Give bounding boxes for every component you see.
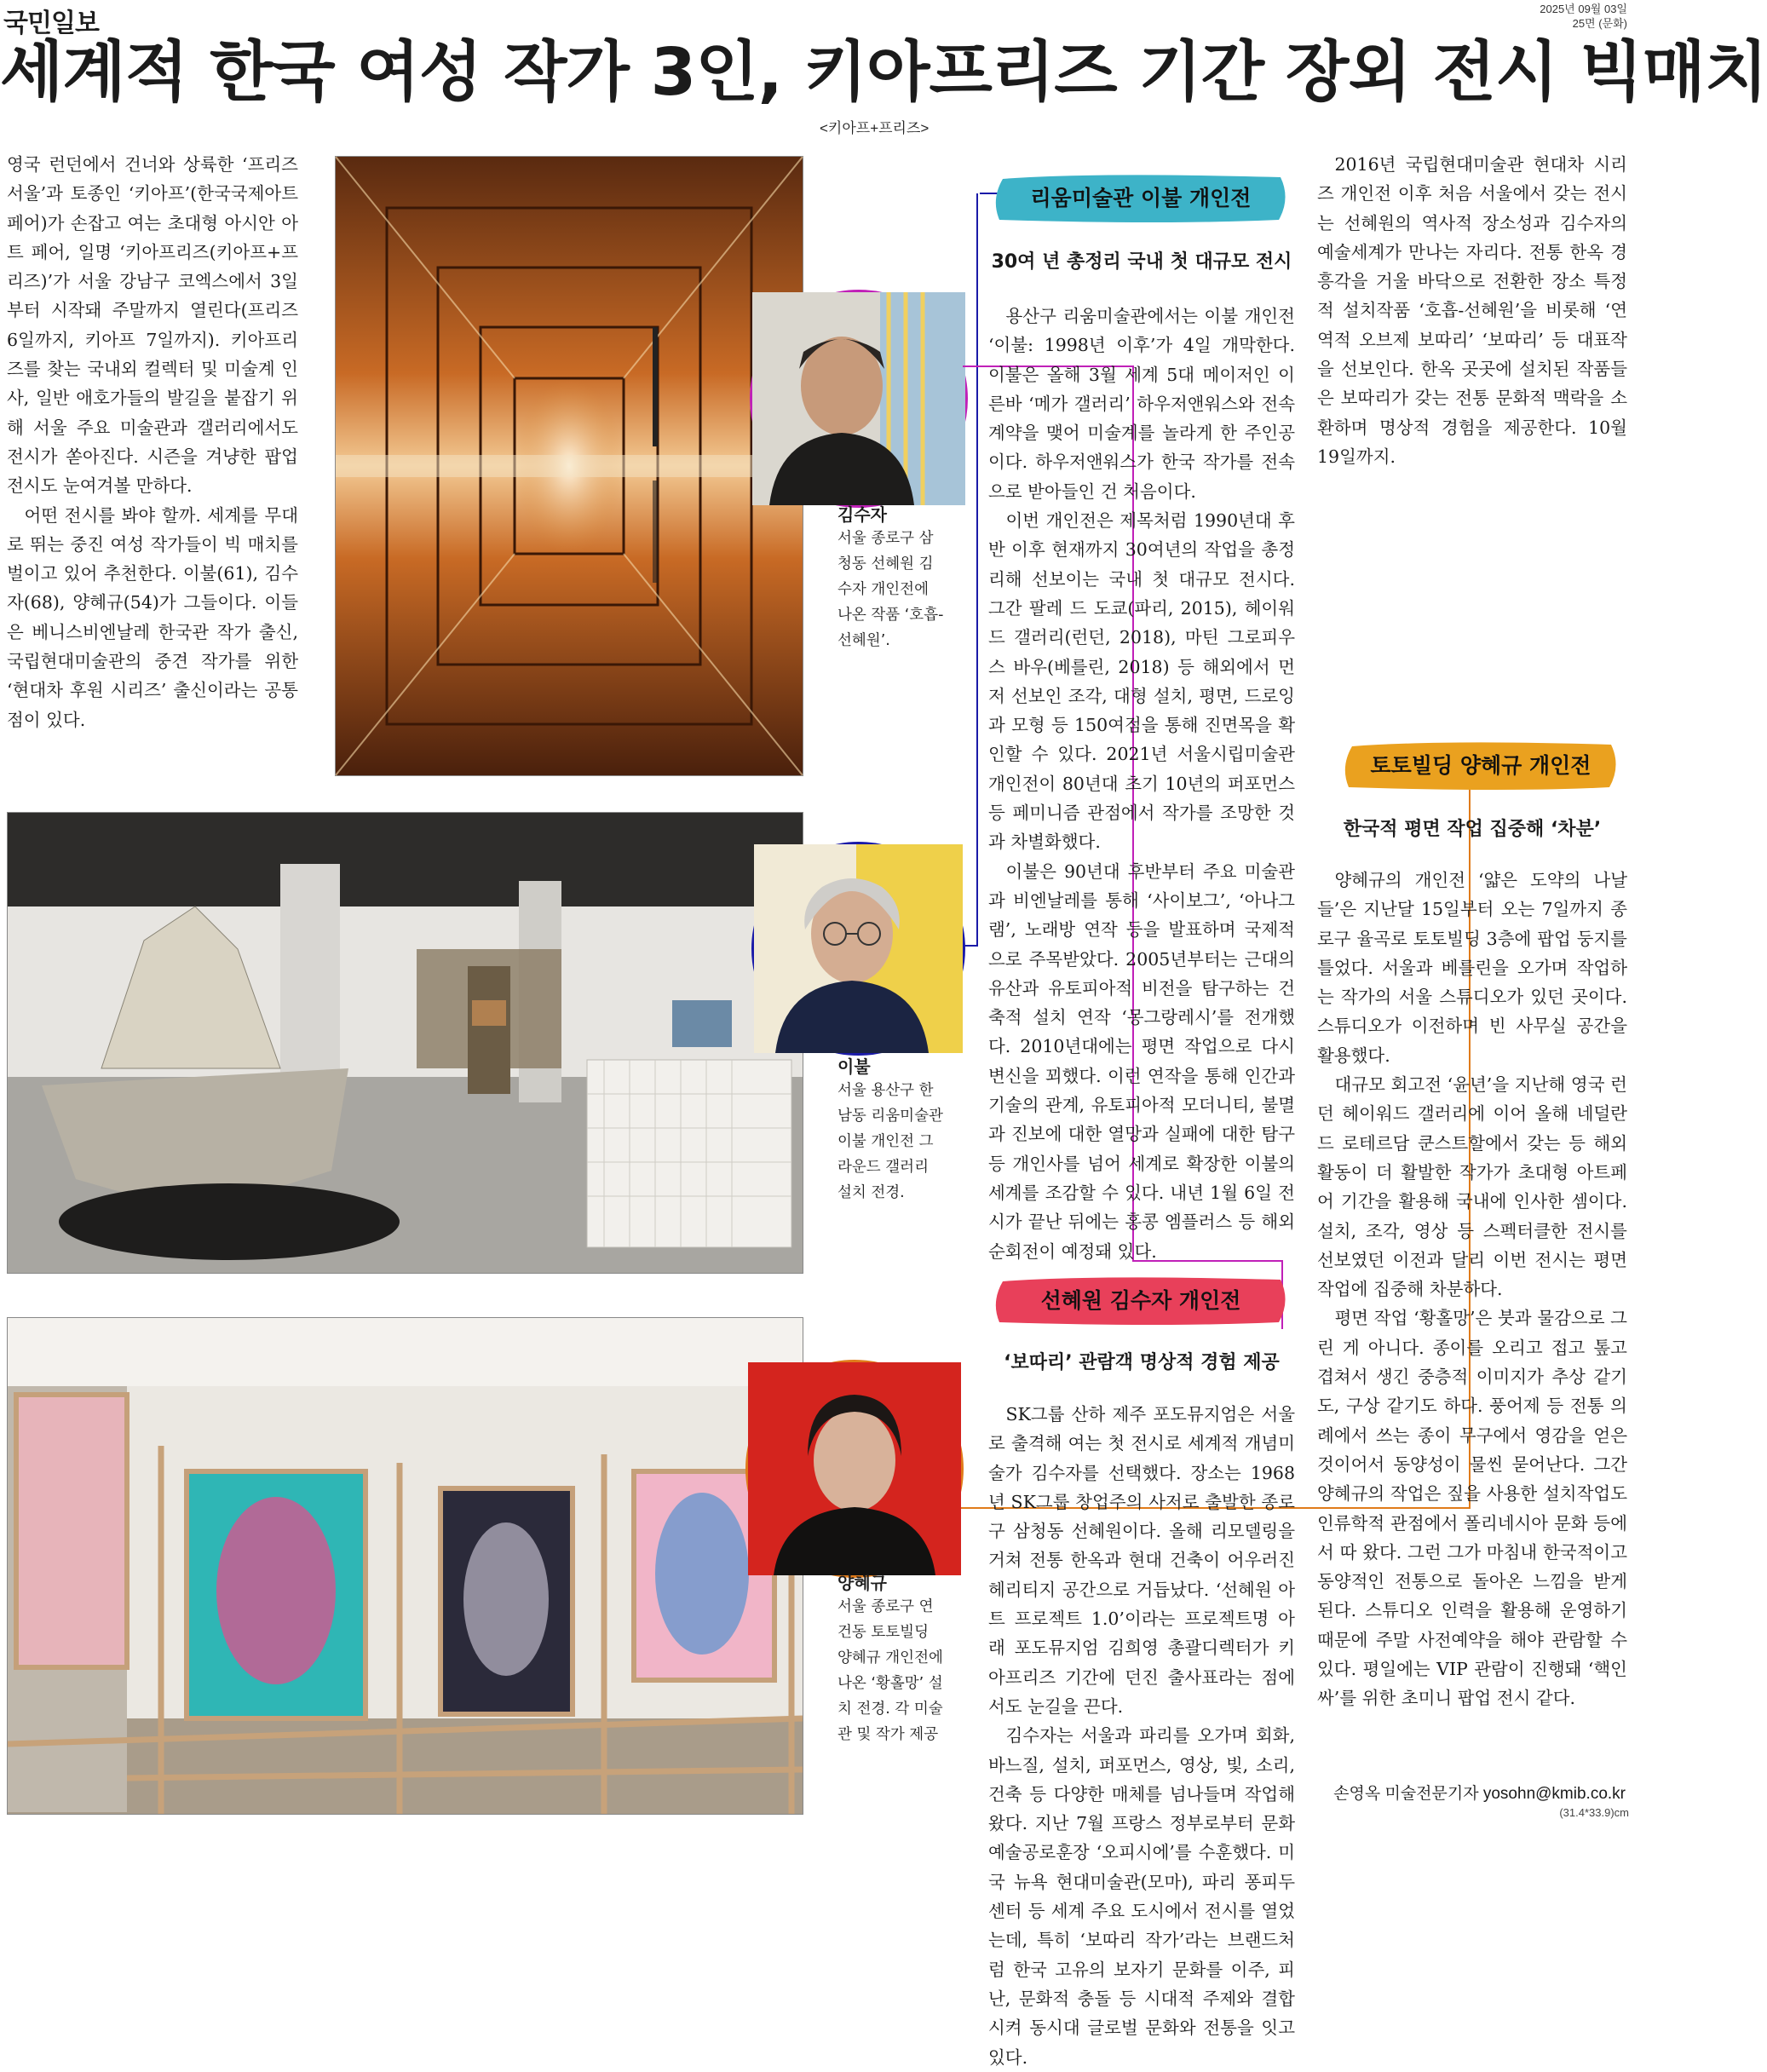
caption-name: 김수자: [837, 504, 887, 525]
caption-leebul: [837, 1053, 944, 1206]
headline: 세계적 한국 여성 작가 3인, 키아프리즈 기간 장외 전시 빅매치: [0, 35, 1767, 111]
body-paragraph: 평면 작업 ‘황홀망’은 붓과 물감으로 그린 게 아니다. 종이를 오리고 접고 톺고 겹쳐서 생긴 중층적 이미지가 추상 같기도, 구상 같기도 하다. 풍어제 등 전통 의례에서 쓰는 종이 무구에서 영감을 얻은 것이어서 동양성이 물씬 묻어난다. 그간 양혜규의 작업은 짚을 사용한 설치작업도 인류학적 관점에서 폴리네시아 문화 등에서 따 왔다. 그런 그가 마침내 한국적이고 동양적인 전통으로 돌아온 느낌을 받게 된다. 스튜디오 인력을 활용해 운영하기 때문에 주말 사전예약을 해야 관람할 수 있다. 평일에는 VIP 관람이 진행돼 ‘핵인싸’를 위한 초미니 팝업 전시 같다.: [1317, 1308, 1627, 1709]
leeum-body: [988, 302, 1295, 1266]
issue-date: 2025년 09월 03일: [1540, 3, 1627, 15]
caption-yang: [837, 1569, 944, 1747]
body-paragraph: 이불은 90년대 후반부터 주요 미술관과 비엔날레를 통해 ‘사이보그’, ‘아나그램’, 노래방 연작 등을 발표하며 국제적으로 주목받았다. 2005년부터는 근대의 유산과 유토피아적 비전을 탐구하는 건축적 설치 연작 ‘몽그랑레시’를 전개했다. 2010년대에는 평면 작업으로 다시 변신을 꾀했다. 이런 연작을 통해 인간과 기술의 관계, 유토피아적 모더니티, 불멸과 진보에 대한 열망과 실패에 대한 탐구 등 개인사를 넘어 세계로 확장한 이불의 세계를 조감할 수 있다. 내년 1월 6일 전시가 끝난 뒤에는 홍콩 엠플러스 등 해외 순회전이 예정돼 있다.: [988, 860, 1295, 1262]
body-paragraph: 2016년 국립현대미술관 현대차 시리즈 개인전 이후 처음 서울에서 갖는 전시는 선혜원의 역사적 장소성과 김수자의 예술세계가 만나는 자리다. 전통 한옥 경흥각을 거울 바닥으로 전환한 장소 특정적 설치작품 ‘호흡-선혜원’을 비롯해 ‘연역적 오브제 보따리’ ‘보따리’ 등 대표작을 선보인다. 한옥 곳곳에 설치된 작품들은 보따리가 갖는 전통 문화적 맥락을 소환하며 명상적 경험을 제공한다. 10월 19일까지.: [1317, 154, 1627, 467]
body-paragraph: SK그룹 산하 제주 포도뮤지엄은 서울로 출격해 여는 첫 전시로 세계적 개념미술가 김수자를 선택했다. 장소는 1968년 SK그룹 창업주의 사저로 출발한 종로구 삼청동 선혜원이다. 올해 리모델링을 거쳐 전통 한옥과 현대 건축이 어우러진 헤리티지 공간으로 거듭났다. ‘선혜원 아트 프로젝트 1.0’이라는 프로젝트명 아래 포도뮤지엄 김희영 총괄디렉터가 키아프리즈 기간에 던진 출사표라는 점에서도 눈길을 끈다.: [988, 1404, 1295, 1717]
tag-label: 선혜원 김수자 개인전: [1040, 1288, 1241, 1313]
page-section: 25면 (문화): [1572, 17, 1627, 30]
sunhyewon-body-part1: [988, 1400, 1295, 2068]
tag-label: 리움미술관 이불 개인전: [1030, 186, 1252, 210]
caption-name: 이불: [837, 1056, 871, 1077]
subhead-toto: 한국적 평면 작업 집중해 ‘차분’: [1343, 819, 1602, 840]
caption-text: 서울 종로구 연건동 토토빌딩 양혜규 개인전에 나온 ‘황홀망’ 설치 전경. 각 미술관 및 작가 제공: [837, 1598, 943, 1743]
intro-paragraph: 영국 런던에서 건너와 상륙한 ‘프리즈 서울’과 토종인 ‘키아프’(한국국제아트페어)가 손잡고 여는 초대형 아시안 아트 페어, 일명 ‘키아프리즈(키아프+프리즈)’가 서울 강남구 코엑스에서 3일부터 시작돼 주말까지 열린다(프리즈 6일까지, 키아프 7일까지). 키아프리즈를 찾는 국내외 컬렉터 및 미술계 인사, 일반 애호가들의 발길을 붙잡기 위해 서울 주요 미술관과 갤러리에서도 전시가 쏟아진다. 시즌을 겨냥한 팝업 전시도 눈여겨볼 만하다.: [7, 154, 298, 497]
caption-kimsooja: [837, 501, 944, 653]
tag-label: 토토빌딩 양혜규 개인전: [1370, 753, 1591, 778]
body-paragraph: 대규모 회고전 ‘윤년’을 지난해 영국 런던 헤이워드 갤러리에 이어 올해 네덜란드 로테르담 쿤스트할에서 갖는 등 해외 활동이 더 활발한 작가가 초대형 아트페어 기간을 활용해 국내에 인사한 셈이다. 설치, 조각, 영상 등 스펙터클한 전시를 선보였던 이전과 달리 이번 전시는 평면 작업에 집중해 차분하다.: [1317, 1074, 1627, 1300]
body-paragraph: 김수자는 서울과 파리를 오가며 회화, 바느질, 설치, 퍼포먼스, 영상, 빛, 소리, 건축 등 다양한 매체를 넘나들며 작업해 왔다. 지난 7월 프랑스 정부로부터 문화예술공로훈장 ‘오피시에’를 수훈했다. 미국 뉴욕 현대미술관(모마), 파리 퐁피두센터 등 세계 주요 도시에서 전시를 열었는데, 특히 ‘보따리 작가’라는 브랜드처럼 한국 고유의 보자기 문화를 이주, 피난, 문화적 충돌 등 시대적 주제와 결합시켜 동시대 글로벌 문화와 전통을 잇고 있다.: [988, 1725, 1295, 2068]
leeum-connector-line: [963, 193, 977, 946]
body-paragraph: 이번 개인전은 제목처럼 1990년대 후반 이후 현재까지 30여년의 작업을 총정리해 선보이는 국내 첫 대규모 전시다. 그간 팔레 드 도쿄(파리, 2015), 헤이워드 갤러리(런던, 2018), 마틴 그로피우스 바우(베를린, 2018) 등 해외에서 먼저 선보인 조각, 대형 설치, 평면, 드로잉과 모형 등 150여점을 통해 진면목을 확인할 수 있다. 2021년 서울시립미술관 개인전이 80년대 초기 10년의 퍼포먼스 등 페미니즘 관점에서 작가를 조망한 것과 차별화했다.: [988, 510, 1295, 853]
caption-name: 양혜규: [837, 1573, 887, 1593]
caption-text: 서울 용산구 한남동 리움미술관 이불 개인전 그라운드 갤러리 설치 전경.: [837, 1082, 943, 1201]
toto-body: [1317, 866, 1627, 1713]
subhead-leeum: 30여 년 총정리 국내 첫 대규모 전시: [991, 251, 1292, 273]
intro-paragraph: 어떤 전시를 봐야 할까. 세계를 무대로 뛰는 중진 여성 작가들이 빅 매치를 벌이고 있어 추천한다. 이불(61), 김수자(68), 양혜규(54)가 그들이다. 이들은 베니스비엔날레 한국관 작가 출신, 국립현대미술관의 중견 작가를 위한 ‘현대차 후원 시리즈’ 출신이라는 공통점이 있다.: [7, 504, 298, 730]
source-label: <키아프+프리즈>: [820, 120, 930, 136]
body-paragraph: 양혜규의 개인전 ‘얇은 도약의 나날들’은 지난달 15일부터 오는 7일까지 종로구 율곡로 토토빌딩 3층에 팝업 둥지를 틀었다. 서울과 베를린을 오가며 작업하는 작가의 서울 스튜디오가 있던 곳이다. 스튜디오가 이전하며 빈 사무실 공간을 활용했다.: [1317, 870, 1627, 1066]
caption-text: 서울 종로구 삼청동 선혜원 김수자 개인전에 나온 작품 ‘호흡-선혜원’.: [837, 530, 944, 649]
page-dimensions: (31.4*33.9)cm: [1559, 1806, 1629, 1819]
newspaper-logo: 국민일보: [3, 9, 99, 38]
tag-leeum: [991, 170, 1291, 227]
right-column-top: [1317, 150, 1627, 471]
byline: 손영옥 미술전문기자 yosohn@kmib.co.kr: [1333, 1785, 1626, 1803]
tag-toto: [1340, 738, 1621, 794]
tag-sunhyewon: [991, 1273, 1291, 1329]
subhead-sunhyewon: ‘보따리’ 관람객 명상적 경험 제공: [1004, 1352, 1280, 1373]
body-paragraph: 용산구 리움미술관에서는 이불 개인전 ‘이불: 1998년 이후’가 4일 개막한다. 이불은 올해 3월 세계 5대 메이저인 이른바 ‘메가 갤러리’ 하우저앤워스와 전속계약을 맺어 미술계를 놀라게 한 주인공이다. 하우저앤워스가 한국 작가를 전속으로 받아들인 건 처음이다.: [988, 306, 1295, 502]
